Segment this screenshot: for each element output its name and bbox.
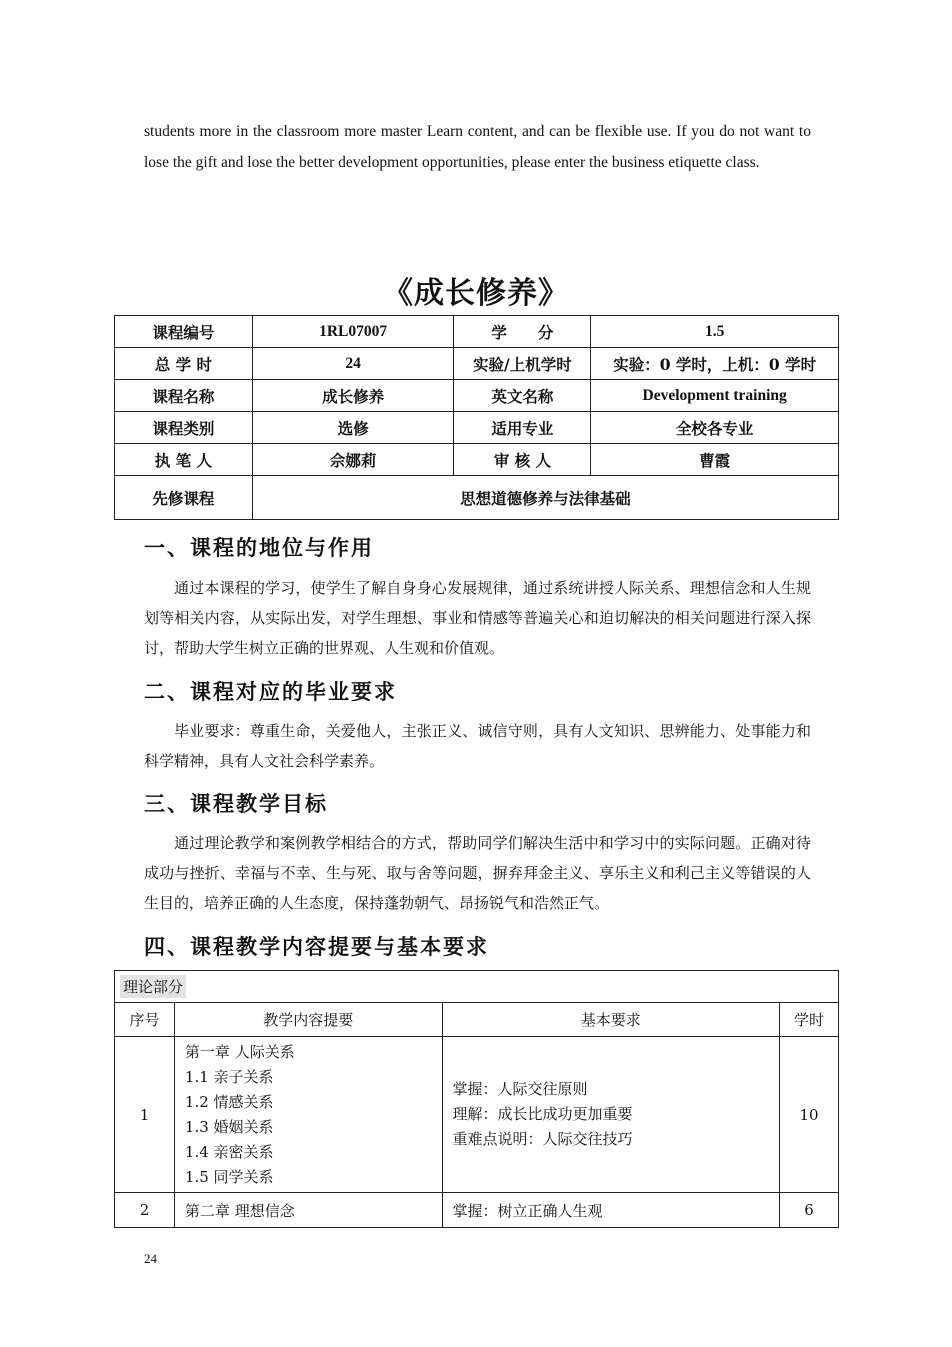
info-key: 先修课程 [115,476,253,520]
content-line: 1.5 同学关系 [184,1167,274,1186]
content-table [114,970,839,1228]
section-heading: 三、课程教学目标 [144,791,328,816]
info-value: 思想道德修养与法律基础 [252,476,838,520]
section-paragraph: 通过本课程的学习，使学生了解自身身心发展规律，通过系统讲授人际关系、理想信念和人生规划等相关内容，从实际出发，对学生理想、事业和情感等普遍关心和迫切解决的相关问题进行深入探讨，帮助大学生树立正确的世界观、人生观和价值观。 [144,579,811,657]
requirement-line: 掌握：人际交往原则 [452,1080,588,1098]
info-value: 曹霞 [591,444,839,476]
content-line: 1.1 亲子关系 [184,1067,274,1086]
table-row [115,1193,839,1228]
page-number: 24 [144,1251,157,1266]
info-value: 佘娜莉 [252,444,454,476]
content-line: 第一章 人际关系 [184,1042,295,1061]
info-row [115,380,839,412]
info-row [115,412,839,444]
intro-paragraph: students more in the classroom more master Learn content, and can be flexible use. If you do not want to lose the gift and lose the better development opportunities, please enter the business etiquette class. [144,123,811,171]
content-line: 1.2 情感关系 [184,1092,274,1111]
info-value: 1.5 [591,316,839,348]
section-paragraph: 毕业要求：尊重生命，关爱他人，主张正义、诚信守则，具有人文知识、思辨能力、处事能力和科学精神，具有人文社会科学素养。 [144,722,811,770]
info-row [115,348,839,380]
content-line: 第二章 理想信念 [184,1201,295,1220]
row-content [174,1193,442,1228]
info-value: 全校各专业 [591,412,839,444]
info-value: Development training [591,380,839,412]
info-key: 课程名称 [115,380,253,412]
row-number: 2 [115,1193,175,1228]
info-value: 选修 [252,412,454,444]
info-value: 24 [252,348,454,380]
info-value: 实验：0 学时，上机：0 学时 [591,348,839,380]
info-key: 课程类别 [115,412,253,444]
info-key: 英文名称 [454,380,591,412]
content-line: 1.3 婚姻关系 [184,1117,274,1136]
table-header-row [115,1003,839,1037]
info-key: 适用专业 [454,412,591,444]
section-paragraph: 通过理论教学和案例教学相结合的方式，帮助同学们解决生活中和学习中的实际问题。正确对待成功与挫折、幸福与不幸、生与死、取与舍等问题，摒弃拜金主义、享乐主义和利己主义等错误的人生目的，培养正确的人生态度，保持蓬勃朝气、昂扬锐气和浩然正气。 [144,834,811,912]
content-line: 1.4 亲密关系 [184,1142,274,1161]
header-hours: 学时 [780,1003,839,1037]
info-value: 成长修养 [252,380,454,412]
info-row [115,476,839,520]
info-key: 实验/上机学时 [454,348,591,380]
course-info-table [114,315,839,520]
table-row [115,1037,839,1193]
info-row [115,316,839,348]
section-heading: 一、课程的地位与作用 [144,535,374,560]
section-heading: 四、课程教学内容提要与基本要求 [144,934,489,959]
info-key: 总 学 时 [115,348,253,380]
section-label-row [115,971,839,1003]
info-key: 课程编号 [115,316,253,348]
header-no: 序号 [115,1003,175,1037]
info-key: 学 分 [454,316,591,348]
header-requirements: 基本要求 [442,1003,780,1037]
info-key: 执 笔 人 [115,444,253,476]
requirement-line: 掌握：树立正确人生观 [452,1201,603,1220]
section-label: 理论部分 [120,975,186,998]
row-hours: 10 [780,1037,839,1193]
requirement-line: 重难点说明：人际交往技巧 [452,1130,633,1148]
row-requirements [442,1193,780,1228]
info-row [115,444,839,476]
section-heading: 二、课程对应的毕业要求 [144,679,397,704]
requirement-line: 理解：成长比成功更加重要 [452,1105,633,1123]
header-content: 教学内容提要 [174,1003,442,1037]
info-key: 审 核 人 [454,444,591,476]
row-content [174,1037,442,1193]
row-requirements [442,1037,780,1193]
course-title: 《成长修养》 [383,276,569,311]
info-value: 1RL07007 [252,316,454,348]
row-number: 1 [115,1037,175,1193]
row-hours: 6 [780,1193,839,1228]
